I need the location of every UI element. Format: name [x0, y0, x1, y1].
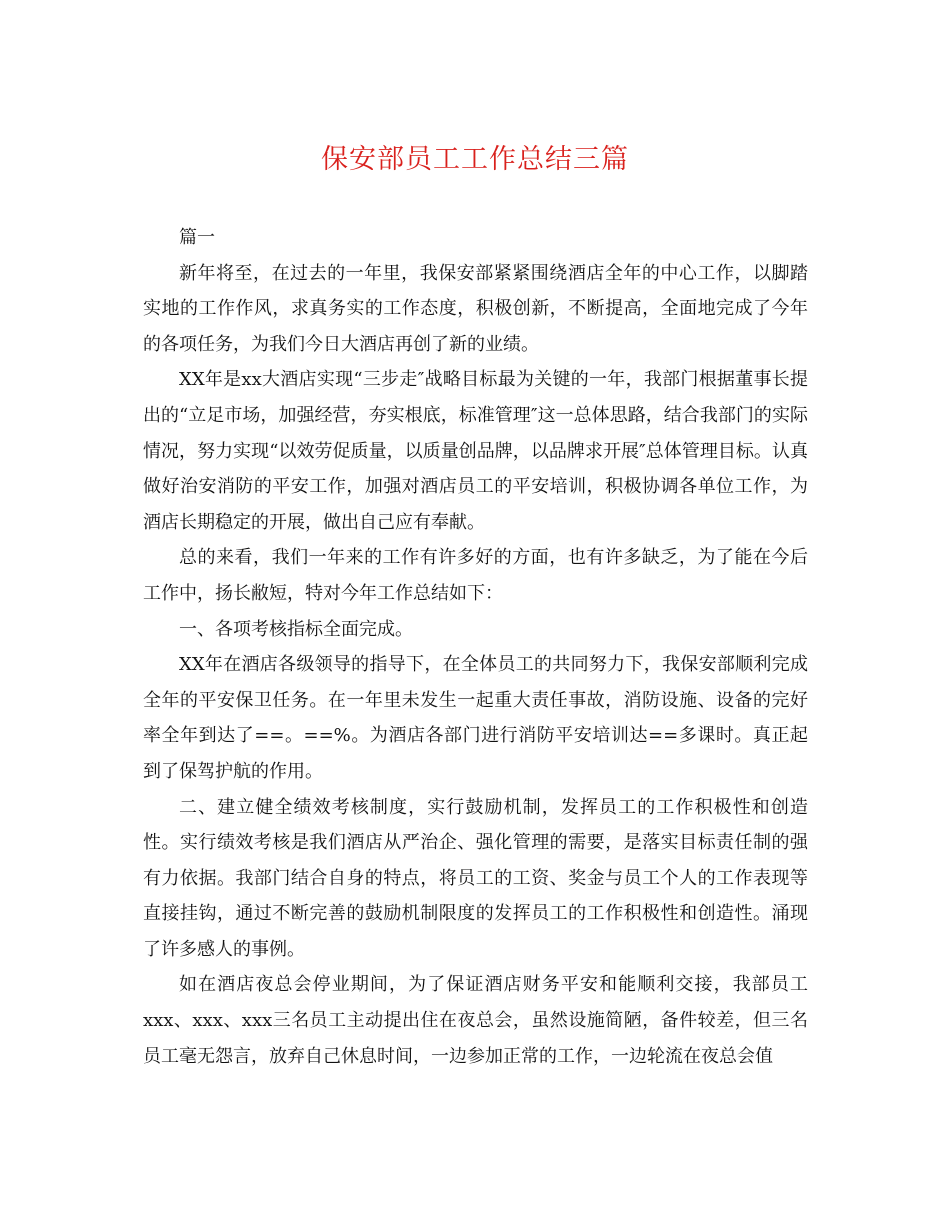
section-heading-part-one: 篇一 — [179, 227, 215, 248]
paragraph-example: 如在酒店夜总会停业期间，为了保证酒店财务平安和能顺利交接，我部员工xxx、xxx、xxx三名员工主动提出住在夜总会，虽然设施简陋，备件较差，但三名员工毫无怨言，放弃自己休息时间，一边参加正常的工作，一边轮流在夜总会值 — [143, 974, 808, 1067]
section-heading-assessment: 一、各项考核指标全面完成。 — [179, 618, 413, 640]
paragraph-achievements: XX年在酒店各级领导的指导下，在全体员工的共同努力下，我保安部顺利完成全年的平安保卫任务。在一年里未发生一起重大责任事故，消防设施、设备的完好率全年到达了==。==%。为酒店各部门进行消防平安培训达==多课时。真正起到了保驾护航的作用。 — [143, 654, 808, 782]
paragraph-strategy: XX年是xx大酒店实现“三步走″战略目标最为关键的一年，我部门根据董事长提出的“立足市场，加强经营，夯实根底，标准管理″这一总体思路，结合我部门的实际情况，努力实现“以效劳促质量，以质量创品牌，以品牌求开展″总体管理目标。认真做好治安消防的平安工作，加强对酒店员工的平安培训，积极协调各单位工作，为酒店长期稳定的开展，做出自己应有奉献。 — [143, 369, 808, 533]
paragraph-performance-system: 二、建立健全绩效考核制度，实行鼓励机制，发挥员工的工作积极性和创造性。实行绩效考核是我们酒店从严治企、强化管理的需要，是落实目标责任制的强有力依据。我部门结合自身的特点，将员工的工资、奖金与员工个人的工作表现等直接挂钩，通过不断完善的鼓励机制限度的发挥员工的工作积极性和创造性。涌现了许多感人的事例。 — [143, 796, 808, 960]
paragraph-intro: 新年将至，在过去的一年里，我保安部紧紧围绕酒店全年的中心工作，以脚踏实地的工作作风，求真务实的工作态度，积极创新，不断提高，全面地完成了今年的各项任务，为我们今日大酒店再创了新的业绩。 — [143, 262, 808, 355]
document-title: 保安部员工工作总结三篇 — [321, 144, 629, 175]
paragraph-overview: 总的来看，我们一年来的工作有许多好的方面，也有许多缺乏，为了能在今后工作中，扬长敝短，特对今年工作总结如下： — [143, 547, 808, 604]
document-body — [143, 220, 808, 1074]
